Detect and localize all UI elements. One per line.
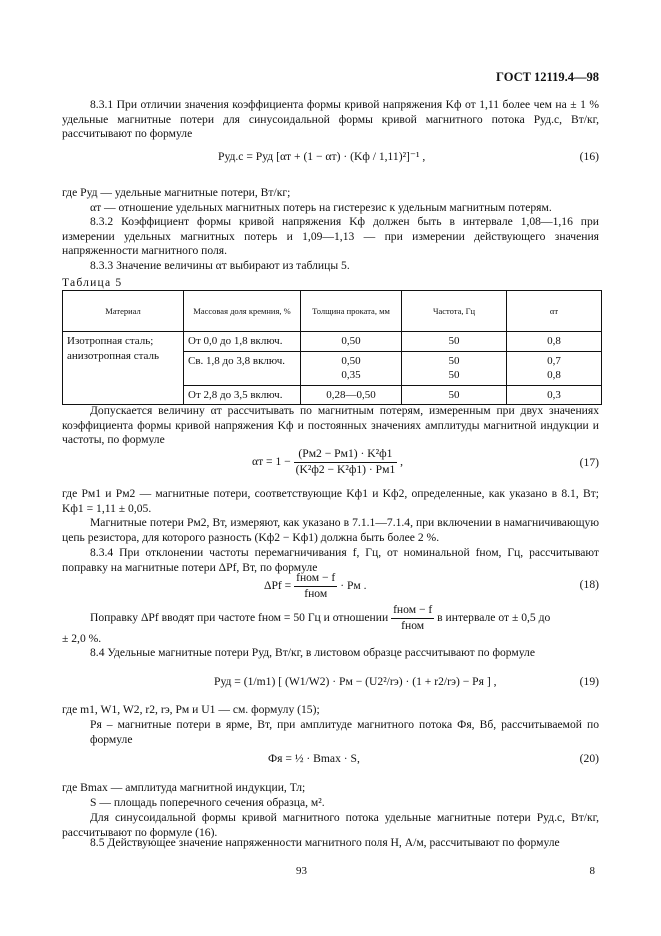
table-caption: Таблица 5	[62, 276, 123, 289]
table-header-row	[63, 291, 602, 332]
where-19: где m1, W1, W2, r2, rэ, Pм и U1 — см. формулу (15);	[62, 703, 320, 716]
equation-19-number: (19)	[579, 675, 599, 688]
equation-17-number: (17)	[579, 456, 599, 469]
equation-20-number: (20)	[579, 752, 599, 765]
cell-thickness: 0,50 0,35	[301, 351, 402, 385]
paragraph-correction: Поправку ΔPf вводят при частоте fном = 50 Гц и отношении $\frac{\text{fном − f}}{\text{fном}}$ в интервале от ± 0,5 до	[90, 603, 551, 632]
paragraph-8-3-2: 8.3.2 Коэффициент формы кривой напряжения Kф должен быть в интервале 1,08—1,16 при измерении удельных магнитных потерь и 1,09—1,13 — при измерении действующего значения напряженности магнитного поля.	[62, 215, 599, 258]
equation-20: Фя = ½ · Bmax · S,	[268, 752, 360, 765]
col-header-thickness: Толщина проката, мм	[301, 291, 402, 332]
col-header-material: Материал	[63, 291, 184, 332]
cell-thickness: 0,28—0,50	[301, 385, 402, 405]
paragraph-8-3-1: 8.3.1 При отличии значения коэффициента формы кривой напряжения Kф от 1,11 более чем на ± 1 % удельные магнитные потери для синусоидальной формы кривой магнитного потока Pуд.с, Вт/кг, рассчитывают по формуле	[62, 98, 599, 141]
where-20-b: где Bmax — амплитуда магнитной индукции, Тл;	[62, 781, 306, 794]
cell-silicon: Св. 1,8 до 3,8 включ.	[184, 351, 301, 385]
cell-silicon: От 2,8 до 3,5 включ.	[184, 385, 301, 405]
paragraph-correction-end: ± 2,0 %.	[62, 632, 102, 645]
cell-frequency: 50	[402, 332, 507, 352]
cell-alpha: 0,3	[507, 385, 602, 405]
equation-18-number: (18)	[579, 578, 599, 591]
table-5	[62, 290, 602, 405]
paragraph-8-5: 8.5 Действующее значение напряженности магнитного поля H, А/м, рассчитывают по формуле	[90, 836, 560, 849]
cell-material: Изотропная сталь; анизотропная сталь	[63, 332, 184, 405]
equation-18: ΔPf = $\frac{\text{fном − f}}{\text{fном}}$ · Pм .	[264, 571, 367, 600]
where-alpha: αт — отношение удельных магнитных потерь на гистерезис к удельным магнитным потерям.	[90, 201, 552, 214]
where-20-s: S — площадь поперечного сечения образца, м².	[90, 796, 325, 809]
cell-frequency: 50	[402, 385, 507, 405]
equation-16-number: (16)	[579, 150, 599, 163]
cell-silicon: От 0,0 до 1,8 включ.	[184, 332, 301, 352]
equation-16: Pуд.с = Pуд [αт + (1 − αт) · (Kф / 1,11)²]⁻¹ ,	[218, 150, 426, 163]
paragraph-mag: Магнитные потери Pм2, Вт, измеряют, как указано в 7.1.1—7.1.4, при включении в намагничивающую цепь резистора, для которого разность (Kф2 − Kф1) должна быть более 2 %.	[62, 516, 599, 544]
table-row	[63, 332, 602, 352]
paragraph-sinus: Для синусоидальной формы кривой магнитного потока удельные магнитные потери Pуд.с, Вт/кг, рассчитывают по формуле (16).	[62, 811, 599, 839]
page-number: 93	[296, 865, 307, 877]
equation-19: Pуд = (1/m1) [ (W1/W2) · Pм − (U2²/rэ) · (1 + r2/rэ) − Pя ] ,	[214, 675, 497, 688]
col-header-frequency: Частота, Гц	[402, 291, 507, 332]
paragraph-8-4: 8.4 Удельные магнитные потери Pуд, Вт/кг, в листовом образце рассчитывают по формуле	[90, 646, 535, 659]
paragraph-8-3-4: 8.3.4 При отклонении частоты перемагничивания f, Гц, от номинальной fном, Гц, рассчитывают поправку на магнитные потери ΔPf, Вт, по формуле	[62, 546, 599, 574]
col-header-silicon: Массовая доля кремния, %	[184, 291, 301, 332]
cell-alpha: 0,7 0,8	[507, 351, 602, 385]
paragraph-8-3-3: 8.3.3 Значение величины αт выбирают из таблицы 5.	[90, 259, 350, 272]
col-header-alpha: αт	[507, 291, 602, 332]
cell-frequency: 50 50	[402, 351, 507, 385]
where-19-yoke: Pя – магнитные потери в ярме, Вт, при амплитуде магнитного потока Фя, Вб, рассчитываемой по формуле	[90, 718, 599, 746]
standard-header: ГОСТ 12119.4—98	[496, 70, 599, 84]
cell-thickness: 0,50	[301, 332, 402, 352]
sheet-number: 8	[589, 865, 595, 877]
cell-alpha: 0,8	[507, 332, 602, 352]
where-17: где Pм1 и Pм2 — магнитные потери, соответствующие Kф1 и Kф2, определенные, как указано в 8.1, Вт; Kф1 = 1,11 ± 0,05.	[62, 487, 599, 515]
equation-17: αт = 1 − $\frac{\text{(Pм2 − Pм1) · K²ф1}}{\text{(K²ф2 − K²ф1) · Pм1}}$ ,	[252, 447, 404, 476]
where-pud: где Pуд — удельные магнитные потери, Вт/кг;	[62, 186, 291, 199]
paragraph-allow: Допускается величину αт рассчитывать по магнитным потерям, измеренным при двух значениях коэффициента формы кривой напряжения Kф и постоянных значениях амплитуды магнитной индукции и частоты, по формуле	[62, 404, 599, 447]
